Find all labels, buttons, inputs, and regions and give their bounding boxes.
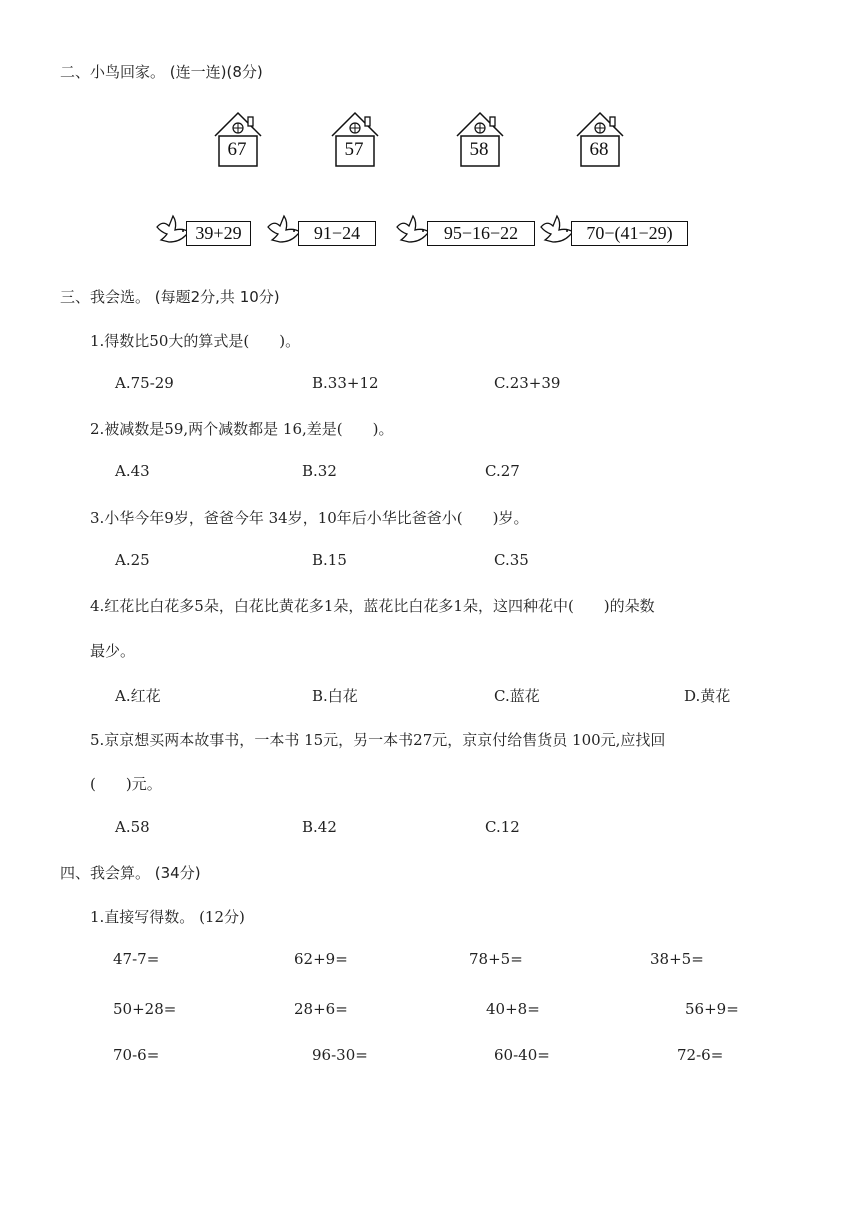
calc-item[interactable]: 50+28=	[113, 1000, 177, 1018]
calc-item[interactable]: 40+8=	[486, 1000, 540, 1018]
calc-item[interactable]: 47-7=	[113, 950, 160, 968]
section2-title: 二、小鸟回家。 (连一连)(8分)	[60, 63, 263, 81]
calc-item[interactable]: 28+6=	[294, 1000, 348, 1018]
house-number: 68	[589, 139, 609, 160]
q3-option-b[interactable]: B.15	[312, 551, 347, 569]
house-number: 67	[227, 139, 247, 160]
question-1: 1.得数比50大的算式是( )。	[90, 332, 301, 350]
q5-option-b[interactable]: B.42	[302, 818, 337, 836]
bird-card-1[interactable]	[155, 212, 251, 248]
house-number: 57	[344, 139, 364, 160]
q1-option-b[interactable]: B.33+12	[312, 374, 379, 392]
bird-expression: 95−16−22	[427, 221, 535, 246]
question-5-line2: ( )元。	[90, 775, 162, 793]
q1-option-c[interactable]: C.23+39	[494, 374, 561, 392]
calc-item[interactable]: 96-30=	[312, 1046, 368, 1064]
house-3[interactable]	[455, 110, 505, 168]
bird-card-2[interactable]	[266, 212, 376, 248]
q2-option-a[interactable]: A.43	[115, 462, 150, 480]
q4-option-c[interactable]: C.蓝花	[494, 687, 540, 705]
calc-item[interactable]: 70-6=	[113, 1046, 160, 1064]
bird-expression: 91−24	[298, 221, 376, 246]
question-3: 3.小华今年9岁，爸爸今年 34岁，10年后小华比爸爸小( )岁。	[90, 509, 529, 527]
calc-item[interactable]: 62+9=	[294, 950, 348, 968]
q4-option-d[interactable]: D.黄花	[684, 687, 731, 705]
calc-item[interactable]: 38+5=	[650, 950, 704, 968]
house-4[interactable]	[575, 110, 625, 168]
question-5-line1: 5.京京想买两本故事书，一本书 15元，另一本书27元，京京付给售货员 100元,应找回	[90, 731, 666, 749]
q1-option-a[interactable]: A.75-29	[115, 374, 174, 392]
q3-option-c[interactable]: C.35	[494, 551, 529, 569]
question-2: 2.被减数是59,两个减数都是 16,差是( )。	[90, 420, 394, 438]
section4-title: 四、我会算。 (34分)	[60, 864, 201, 882]
calc-item[interactable]: 72-6=	[677, 1046, 724, 1064]
q4-option-a[interactable]: A.红花	[115, 687, 161, 705]
q5-option-a[interactable]: A.58	[115, 818, 150, 836]
calc-item[interactable]: 78+5=	[469, 950, 523, 968]
q5-option-c[interactable]: C.12	[485, 818, 520, 836]
bird-card-4[interactable]	[539, 212, 688, 248]
q2-option-b[interactable]: B.32	[302, 462, 337, 480]
question-4-line1: 4.红花比白花多5朵，白花比黄花多1朵，蓝花比白花多1朵，这四种花中( )的朵数	[90, 597, 655, 615]
calc-item[interactable]: 60-40=	[494, 1046, 550, 1064]
house-2[interactable]	[330, 110, 380, 168]
section4-subtitle: 1.直接写得数。 (12分)	[90, 908, 245, 926]
bird-expression: 39+29	[186, 221, 251, 246]
q2-option-c[interactable]: C.27	[485, 462, 520, 480]
question-4-line2: 最少。	[90, 642, 136, 660]
section3-title: 三、我会选。 (每题2分,共 10分)	[60, 288, 280, 306]
calc-item[interactable]: 56+9=	[685, 1000, 739, 1018]
house-1[interactable]	[213, 110, 263, 168]
bird-expression: 70−(41−29)	[571, 221, 688, 246]
q4-option-b[interactable]: B.白花	[312, 687, 358, 705]
q3-option-a[interactable]: A.25	[115, 551, 150, 569]
house-number: 58	[469, 139, 489, 160]
bird-card-3[interactable]	[395, 212, 535, 248]
